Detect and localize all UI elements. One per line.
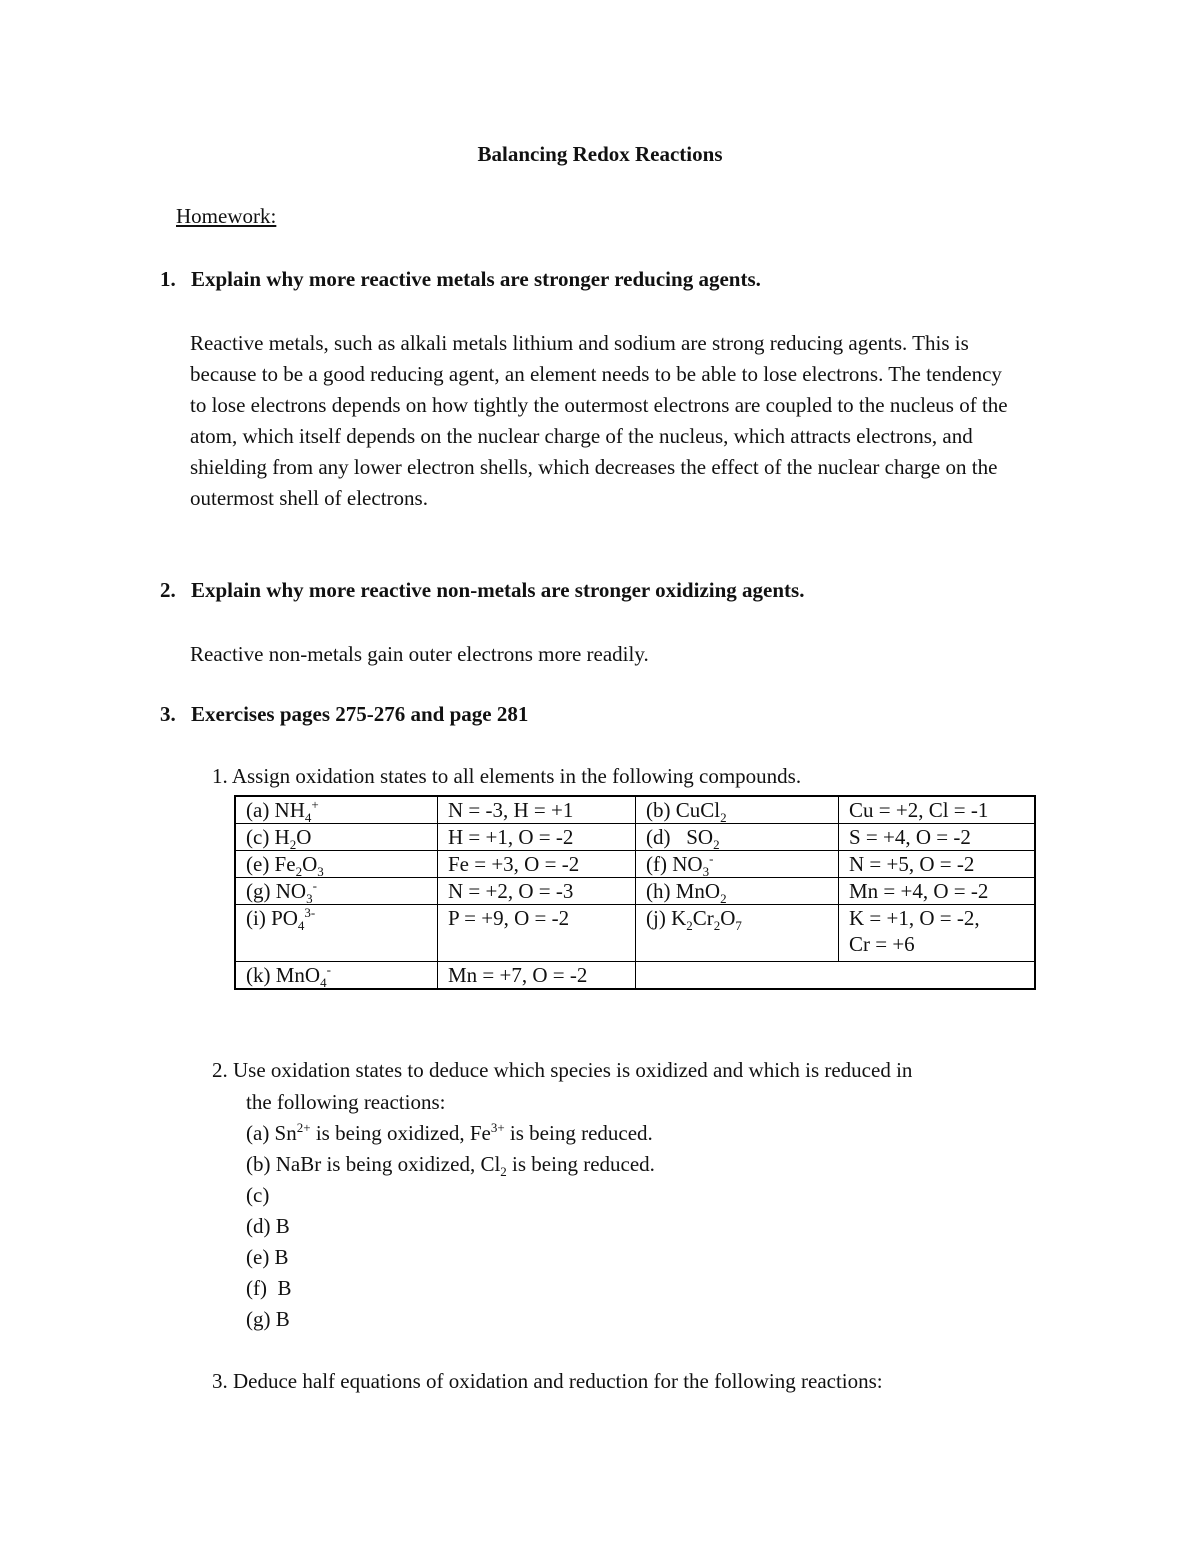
exercise-3-prompt: 3. Deduce half equations of oxidation and reduction for the following reactions:	[212, 1369, 883, 1393]
exercise-2-prompt: 2. Use oxidation states to deduce which species is oxidized and which is reduced in	[212, 1058, 913, 1082]
empty-cell	[839, 962, 1036, 990]
compound-cell: (d) $SO_2$	[636, 824, 839, 851]
table-row	[235, 851, 1035, 878]
value-cell: N = +5, O = -2	[839, 851, 1036, 878]
table-row	[235, 878, 1035, 905]
value-cell: Cu = +2, Cl = -1	[839, 796, 1036, 824]
value-cell: P = +9, O = -2	[438, 905, 636, 962]
compound-cell: (c) $H_2O$	[235, 824, 438, 851]
list-item: (a) $Sn^{2+}$ is being oxidized, $Fe^{3+}$ is being reduced.	[246, 1120, 653, 1145]
value-cell: Fe = +3, O = -2	[438, 851, 636, 878]
question-number: 3.	[160, 702, 176, 726]
value-cell: N = -3, H = +1	[438, 796, 636, 824]
exercise-2-prompt-cont: the following reactions:	[246, 1090, 446, 1114]
compound-cell: (g) $NO_3^-$	[235, 878, 438, 905]
table-row	[235, 824, 1035, 851]
compound-cell: (j) $K_2Cr_2O_7$	[636, 905, 839, 962]
question-text: Explain why more reactive non-metals are stronger oxidizing agents.	[191, 578, 805, 602]
oxidation-states-table	[234, 795, 1036, 990]
table-row	[235, 962, 1035, 990]
question-1	[160, 267, 761, 292]
answer-2: Reactive non-metals gain outer electrons more readily.	[190, 642, 649, 666]
value-cell: Mn = +7, O = -2	[438, 962, 636, 990]
compound-cell: (e) $Fe_2O_3$	[235, 851, 438, 878]
question-text: Explain why more reactive metals are stronger reducing agents.	[191, 267, 761, 291]
compound-cell: (i) $PO_4^{3-}$	[235, 905, 438, 962]
compound-cell: (a) $NH_4^+$	[235, 796, 438, 824]
question-text: Exercises pages 275-276 and page 281	[191, 702, 529, 726]
compound-cell: (b) CuCl$_2$	[636, 796, 839, 824]
value-cell: H = +1, O = -2	[438, 824, 636, 851]
page-title: Balancing Redox Reactions	[477, 142, 723, 166]
exercise-2-list	[246, 1087, 655, 1335]
table-row	[235, 905, 1035, 962]
list-item: (c)	[246, 1183, 270, 1207]
value-cell: K = +1, O = -2, Cr = +6	[839, 905, 1036, 962]
exercise-1-prompt: 1. Assign oxidation states to all elements in the following compounds.	[212, 764, 802, 788]
list-item: (e) B	[246, 1245, 289, 1269]
value-cell: Mn = +4, O = -2	[839, 878, 1036, 905]
question-number: 1.	[160, 267, 176, 291]
value-cell: N = +2, O = -3	[438, 878, 636, 905]
list-item: (d) B	[246, 1214, 290, 1238]
question-2	[160, 578, 804, 603]
homework-label: Homework:	[176, 204, 277, 228]
compound-cell: (f) $NO_3^-$	[636, 851, 839, 878]
question-number: 2.	[160, 578, 176, 602]
answer-1: Reactive metals, such as alkali metals lithium and sodium are strong reducing agents. This is because to be a good reducing agent, an element needs to be able to lose electrons. The tendency to lose electrons depends on how tightly the outermost electrons are coupled to the nucleus of the atom, which itself depends on the nuclear charge of the nucleus, which attracts electrons, and shielding from any lower electron shells, which decreases the effect of the nuclear charge on the outermost shell of electrons.	[190, 331, 1008, 510]
empty-cell	[636, 962, 839, 990]
compound-cell: (h) MnO$_2$	[636, 878, 839, 905]
list-item: (f) B	[246, 1276, 292, 1300]
list-item: (g) B	[246, 1307, 290, 1331]
compound-cell: (k) MnO$_4$-	[235, 962, 438, 990]
question-3	[160, 702, 528, 727]
list-item: (b) NaBr is being oxidized, $Cl_2$ is being reduced.	[246, 1152, 655, 1180]
value-cell: S = +4, O = -2	[839, 824, 1036, 851]
table-row	[235, 796, 1035, 824]
